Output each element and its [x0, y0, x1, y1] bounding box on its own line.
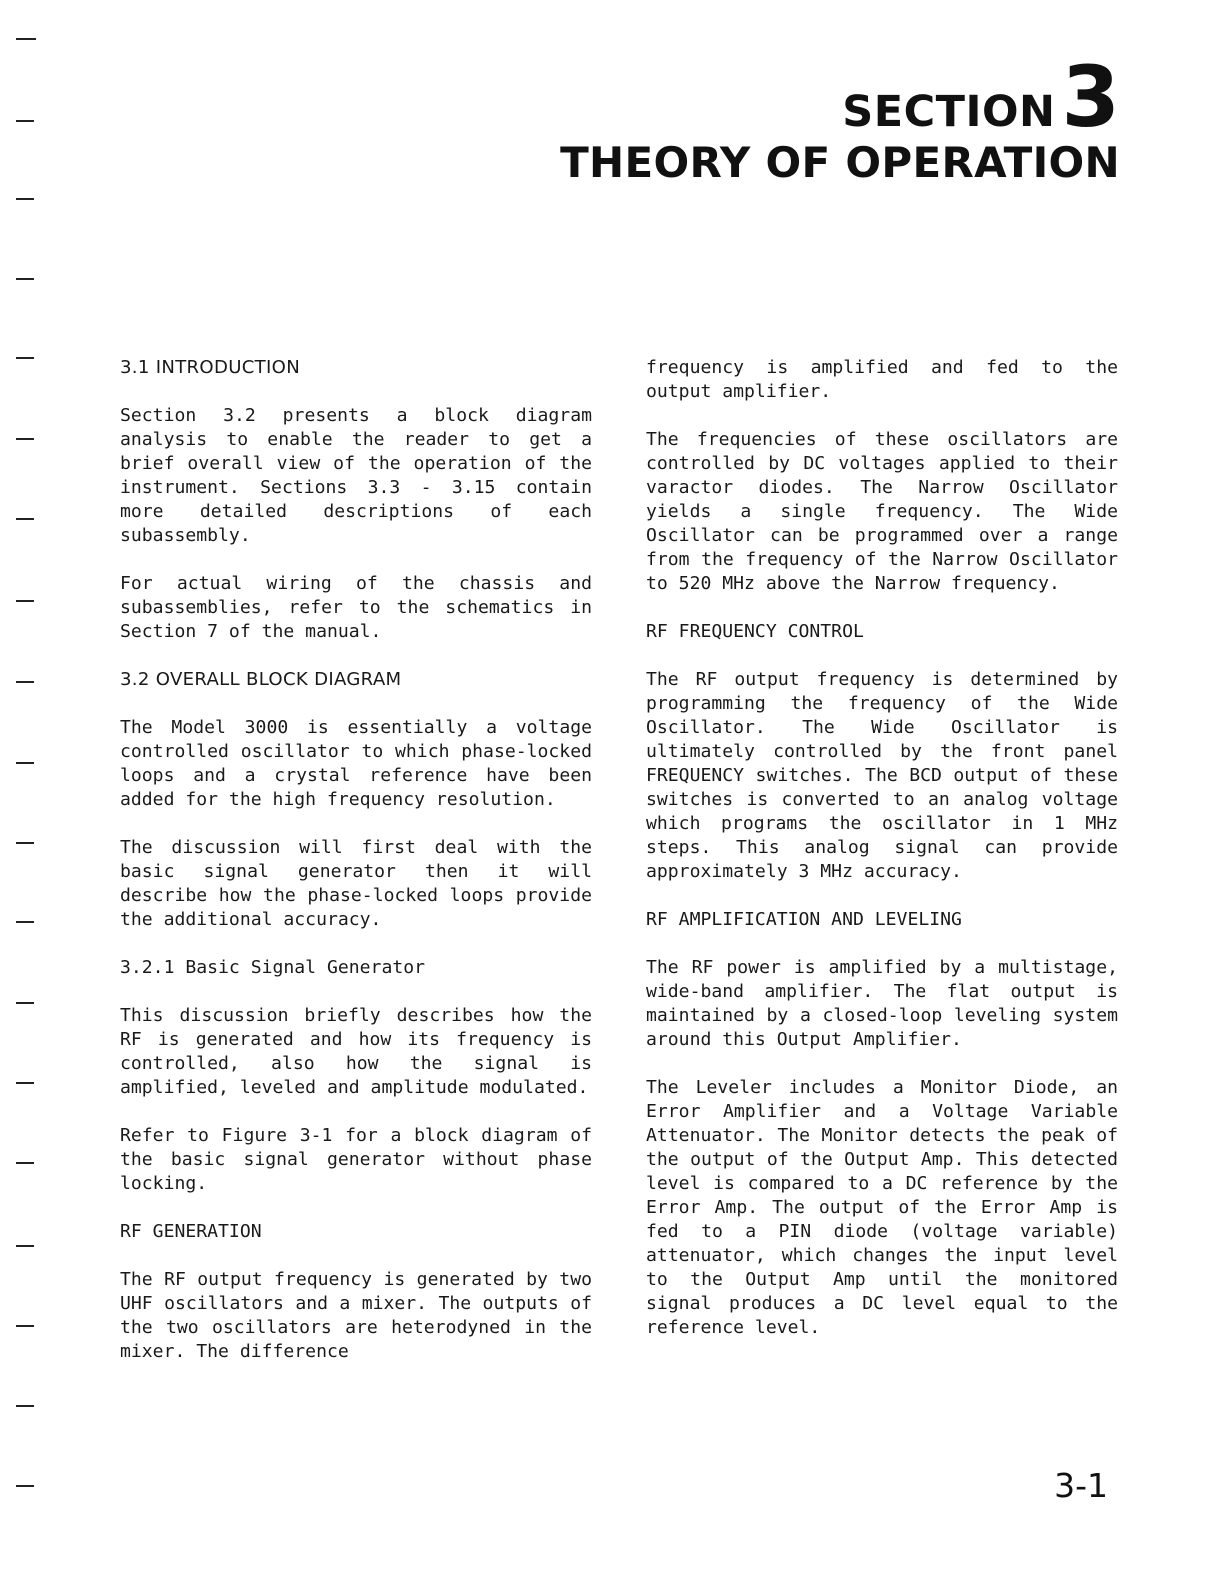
heading-introduction: 3.1 INTRODUCTION — [120, 357, 301, 378]
section-number: 3 — [1061, 48, 1120, 146]
heading-basic-signal-generator: 3.2.1 Basic Signal Generator — [120, 957, 426, 978]
margin-mark — [16, 600, 34, 602]
margin-mark — [16, 921, 34, 923]
margin-mark — [16, 681, 34, 683]
binding-margin-marks — [16, 0, 40, 1580]
heading-overall-block-diagram: 3.2 OVERALL BLOCK DIAGRAM — [120, 669, 402, 690]
margin-mark — [16, 762, 34, 764]
margin-mark — [16, 120, 34, 122]
section-title: THEORY OF OPERATION — [560, 137, 1120, 187]
margin-mark — [16, 1162, 34, 1164]
paragraph: Refer to Figure 3-1 for a block diagram of the basic signal generator without phase locking. — [120, 1125, 592, 1194]
margin-mark — [16, 38, 36, 40]
page-number: 3-1 — [1054, 1466, 1108, 1505]
paragraph: The discussion will first deal with the basic signal generator then it will describe how the phase-locked loops provide the additional accuracy. — [120, 837, 592, 930]
margin-mark — [16, 198, 34, 200]
right-column — [646, 356, 1118, 1364]
heading-rf-generation: RF GENERATION — [120, 1221, 262, 1242]
margin-mark — [16, 278, 34, 280]
margin-mark — [16, 357, 34, 359]
paragraph: The RF output frequency is determined by programming the frequency of the Wide Oscillator. The Wide Oscillator is ultimately controlled by the front panel FREQUENCY switches. The BCD output of these switches is converted to an analog voltage which programs the oscillator in 1 MHz steps. This analog signal can provide approximately 3 MHz accuracy. — [646, 669, 1118, 882]
section-label-line — [560, 48, 1120, 146]
margin-mark — [16, 438, 34, 440]
heading-rf-frequency-control: RF FREQUENCY CONTROL — [646, 621, 864, 642]
margin-mark — [16, 1405, 34, 1407]
margin-mark — [16, 1082, 34, 1084]
paragraph: The frequencies of these oscillators are controlled by DC voltages applied to their varactor diodes. The Narrow Oscillator yields a single frequency. The Wide Oscillator can be programmed over a range from the frequency of the Narrow Oscillator to 520 MHz above the Narrow frequency. — [646, 429, 1118, 594]
margin-mark — [16, 842, 34, 844]
paragraph: Section 3.2 presents a block diagram analysis to enable the reader to get a brief overall view of the operation of the instrument. Sections 3.3 - 3.15 contain more detailed descriptions of each subassembly. — [120, 405, 592, 546]
margin-mark — [16, 518, 34, 520]
margin-mark — [16, 1245, 34, 1247]
margin-mark — [16, 1002, 34, 1004]
section-label: SECTION — [842, 87, 1056, 137]
paragraph: The RF output frequency is generated by two UHF oscillators and a mixer. The outputs of the two oscillators are heterodyned in the mixer. The difference — [120, 1269, 592, 1362]
margin-mark — [16, 1485, 34, 1487]
section-header — [560, 48, 1120, 187]
paragraph: frequency is amplified and fed to the output amplifier. — [646, 357, 1118, 402]
paragraph: The Leveler includes a Monitor Diode, an Error Amplifier and a Voltage Variable Attenuator. The Monitor detects the peak of the output of the Output Amp. This detected level is compared to a DC reference by the Error Amp. The output of the Error Amp is fed to a PIN diode (voltage variable) attenuator, which changes the input level to the Output Amp until the monitored signal produces a DC level equal to the reference level. — [646, 1077, 1118, 1338]
paragraph: The RF power is amplified by a multistage, wide-band amplifier. The flat output is maintained by a closed-loop leveling system around this Output Amplifier. — [646, 957, 1118, 1050]
paragraph: This discussion briefly describes how the RF is generated and how its frequency is controlled, also how the signal is amplified, leveled and amplitude modulated. — [120, 1005, 592, 1098]
paragraph: The Model 3000 is essentially a voltage controlled oscillator to which phase-locked loops and a crystal reference have been added for the high frequency resolution. — [120, 717, 592, 810]
paragraph: For actual wiring of the chassis and subassemblies, refer to the schematics in Section 7 of the manual. — [120, 573, 592, 642]
margin-mark — [16, 1325, 34, 1327]
heading-rf-amplification-leveling: RF AMPLIFICATION AND LEVELING — [646, 909, 962, 930]
left-column — [120, 356, 592, 1388]
